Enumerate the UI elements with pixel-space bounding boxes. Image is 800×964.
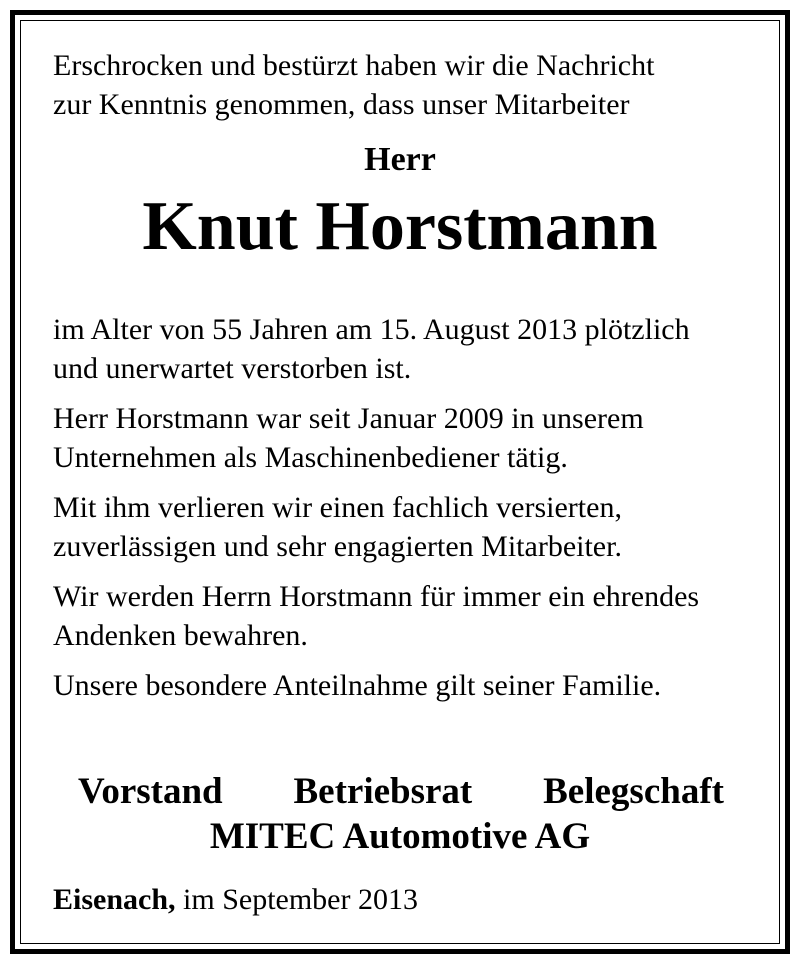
paragraph-line: Wir werden Herrn Horstmann für immer ein ehrendes xyxy=(53,580,700,613)
intro-line-2: zur Kenntnis genommen, dass unser Mitarbeiter xyxy=(53,88,630,121)
salutation: Herr xyxy=(364,141,436,178)
paragraph-line: Herr Horstmann war seit Januar 2009 in unserem xyxy=(53,402,644,435)
paragraph-line: zuverlässigen und sehr engagierten Mitarbeiter. xyxy=(53,530,622,563)
deceased-name: Knut Horstmann xyxy=(142,188,658,265)
body-paragraph xyxy=(53,310,745,388)
paragraph-line: und unerwartet verstorben ist. xyxy=(53,352,412,385)
body-paragraph xyxy=(53,399,745,477)
body-paragraph xyxy=(53,666,745,705)
company-name: MITEC Automotive AG xyxy=(209,816,591,857)
signer-staff: Belegschaft xyxy=(543,771,724,812)
footer-date: im September 2013 xyxy=(175,883,418,916)
paragraph-line: Mit ihm verlieren wir einen fachlich versierten, xyxy=(53,491,622,524)
body-paragraph xyxy=(53,488,745,566)
paragraph-line: Andenken bewahren. xyxy=(53,619,308,652)
body-paragraph xyxy=(53,577,745,655)
place-date xyxy=(53,880,418,920)
intro-paragraph xyxy=(53,46,745,124)
signer-board: Vorstand xyxy=(78,771,223,812)
intro-line xyxy=(53,46,745,124)
paragraph-line: Unsere besondere Anteilnahme gilt seiner Familie. xyxy=(53,669,662,702)
signer-works-council: Betriebsrat xyxy=(293,771,473,812)
footer-city: Eisenach, xyxy=(53,883,176,916)
intro-line-1: Erschrocken und bestürzt haben wir die Nachricht xyxy=(53,49,655,82)
paragraph-line: Unternehmen als Maschinenbediener tätig. xyxy=(53,441,568,474)
signers-row xyxy=(78,770,724,814)
paragraph-line: im Alter von 55 Jahren am 15. August 2013 plötzlich xyxy=(53,313,690,346)
body-text xyxy=(53,310,745,705)
